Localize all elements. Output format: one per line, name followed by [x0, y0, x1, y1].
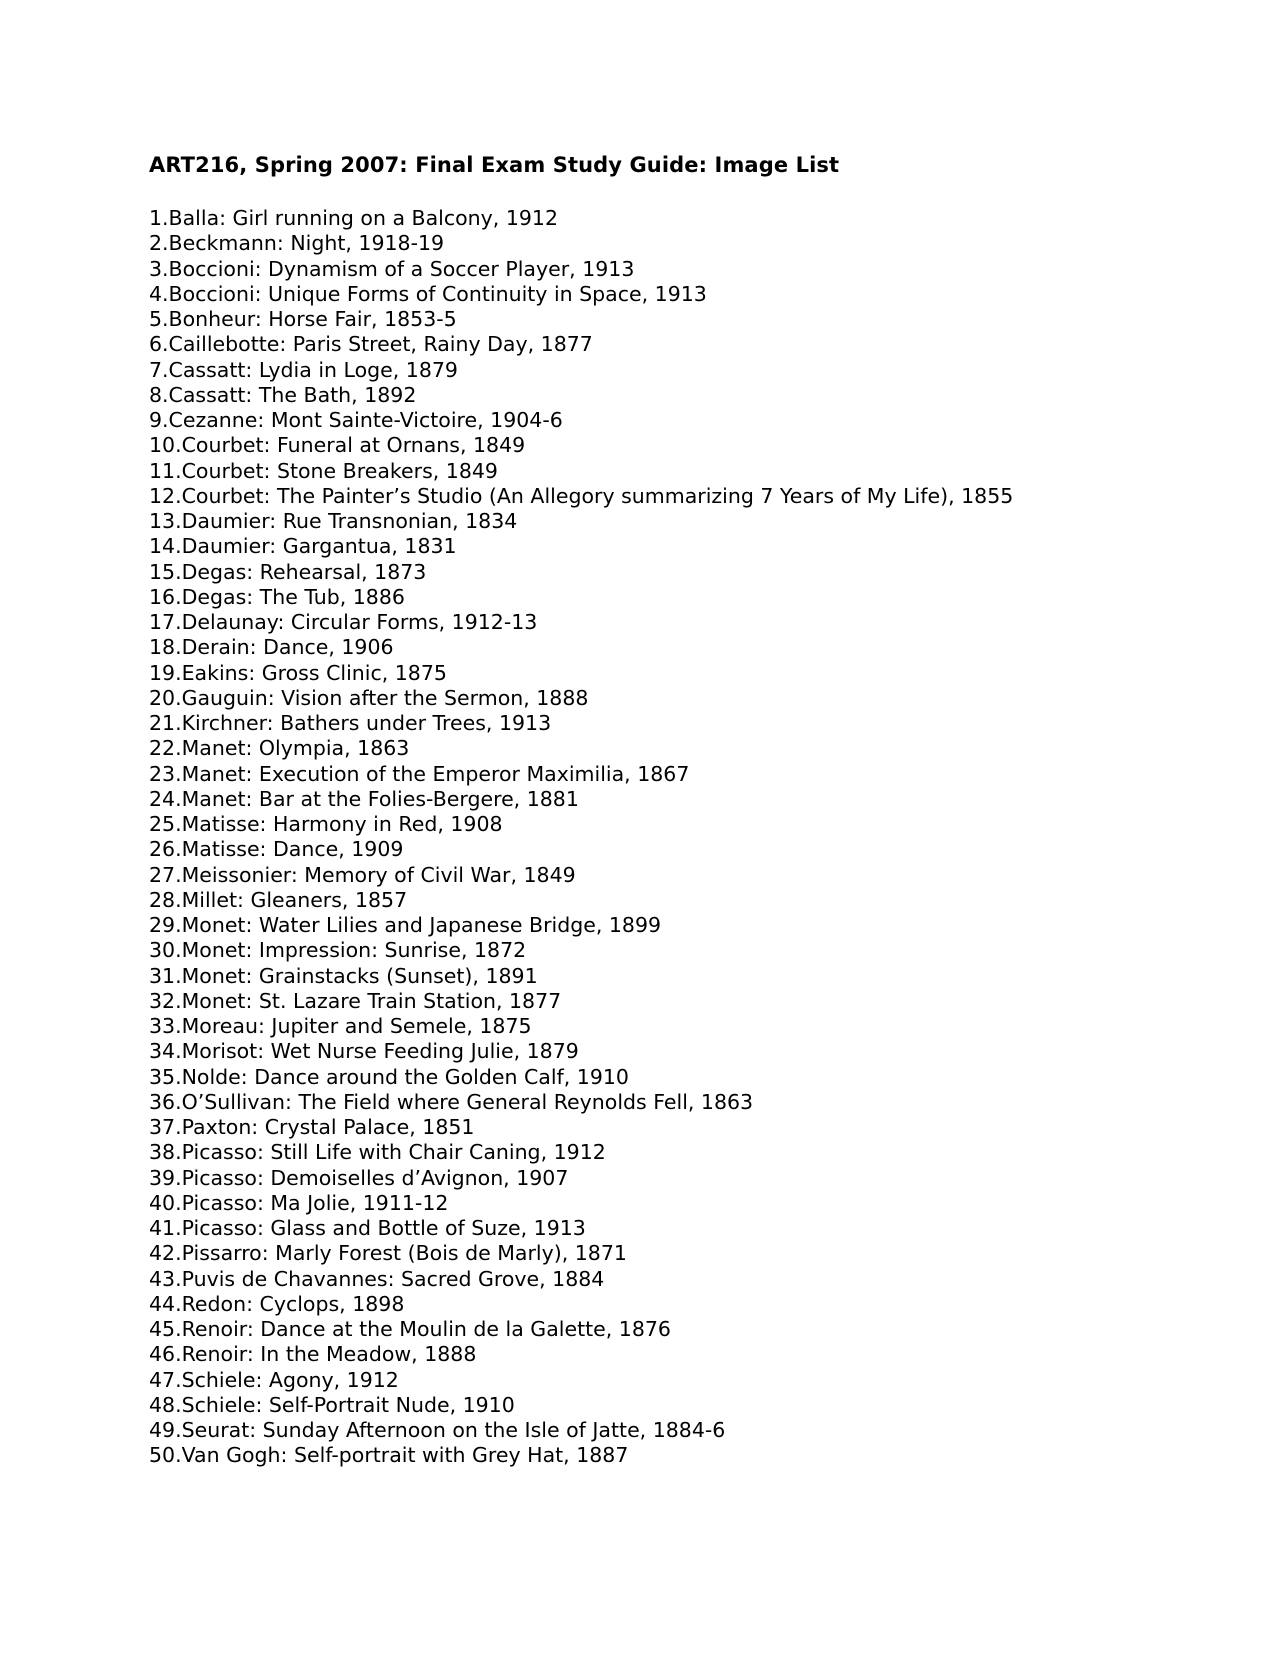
list-item: 5.Bonheur: Horse Fair, 1853-5 — [149, 307, 457, 331]
list-item: 16.Degas: The Tub, 1886 — [149, 584, 405, 609]
list-item: 49.Seurat: Sunday Afternoon on the Isle of Jatte, 1884-6 — [149, 1418, 726, 1442]
list-item: 41.Picasso: Glass and Bottle of Suze, 1913 — [149, 1216, 586, 1240]
list-item: 14.Daumier: Gargantua, 1831 — [149, 534, 457, 559]
list-item: 8.Cassatt: The Bath, 1892 — [149, 382, 417, 407]
list-item: 42.Pissarro: Marly Forest (Bois de Marly), 1871 — [149, 1241, 627, 1266]
list-item: 35.Nolde: Dance around the Golden Calf, 1910 — [149, 1064, 629, 1089]
image-list — [149, 206, 1013, 1469]
list-item: 44.Redon: Cyclops, 1898 — [149, 1291, 405, 1316]
list-item: 40.Picasso: Ma Jolie, 1911-12 — [149, 1190, 449, 1215]
list-item: 47.Schiele: Agony, 1912 — [149, 1367, 399, 1392]
list-item: 25.Matisse: Harmony in Red, 1908 — [149, 812, 503, 836]
list-item: 6.Caillebotte: Paris Street, Rainy Day, 1877 — [149, 332, 593, 357]
list-item: 17.Delaunay: Circular Forms, 1912-13 — [149, 610, 538, 634]
list-item: 7.Cassatt: Lydia in Loge, 1879 — [149, 357, 458, 382]
list-item: 20.Gauguin: Vision after the Sermon, 1888 — [149, 685, 589, 710]
list-item: 19.Eakins: Gross Clinic, 1875 — [149, 660, 447, 685]
list-item: 3.Boccioni: Dynamism of a Soccer Player, 1913 — [149, 256, 635, 281]
list-item: 27.Meissonier: Memory of Civil War, 1849 — [149, 862, 576, 887]
list-item: 46.Renoir: In the Meadow, 1888 — [149, 1342, 477, 1367]
list-item: 2.Beckmann: Night, 1918-19 — [149, 231, 445, 256]
list-item: 34.Morisot: Wet Nurse Feeding Julie, 1879 — [149, 1039, 579, 1064]
list-item: 15.Degas: Rehearsal, 1873 — [149, 559, 427, 584]
list-item: 9.Cezanne: Mont Sainte-Victoire, 1904-6 — [149, 408, 563, 432]
list-item: 30.Monet: Impression: Sunrise, 1872 — [149, 938, 527, 963]
list-item: 31.Monet: Grainstacks (Sunset), 1891 — [149, 963, 538, 988]
list-item: 43.Puvis de Chavannes: Sacred Grove, 1884 — [149, 1266, 605, 1291]
list-item: 45.Renoir: Dance at the Moulin de la Galette, 1876 — [149, 1317, 671, 1341]
list-item: 28.Millet: Gleaners, 1857 — [149, 887, 408, 912]
list-item: 4.Boccioni: Unique Forms of Continuity in Space, 1913 — [149, 281, 707, 306]
list-item: 21.Kirchner: Bathers under Trees, 1913 — [149, 711, 552, 735]
list-item: 39.Picasso: Demoiselles d’Avignon, 1907 — [149, 1165, 569, 1190]
list-item: 1.Balla: Girl running on a Balcony, 1912 — [149, 206, 558, 230]
list-item: 12.Courbet: The Painter’s Studio (An Allegory summarizing 7 Years of My Life), 1855 — [149, 483, 1014, 508]
list-item: 10.Courbet: Funeral at Ornans, 1849 — [149, 433, 526, 458]
list-item: 18.Derain: Dance, 1906 — [149, 635, 394, 660]
list-item: 36.O’Sullivan: The Field where General Reynolds Fell, 1863 — [149, 1089, 754, 1114]
list-item: 13.Daumier: Rue Transnonian, 1834 — [149, 509, 518, 533]
list-item: 11.Courbet: Stone Breakers, 1849 — [149, 458, 498, 483]
list-item: 23.Manet: Execution of the Emperor Maximilia, 1867 — [149, 761, 690, 786]
page-title: ART216, Spring 2007: Final Exam Study Guide: Image List — [149, 153, 840, 177]
list-item: 37.Paxton: Crystal Palace, 1851 — [149, 1115, 475, 1139]
list-item: 33.Moreau: Jupiter and Semele, 1875 — [149, 1014, 532, 1038]
list-item: 24.Manet: Bar at the Folies-Bergere, 1881 — [149, 786, 579, 811]
list-item: 22.Manet: Olympia, 1863 — [149, 736, 410, 761]
list-item: 48.Schiele: Self-Portrait Nude, 1910 — [149, 1392, 515, 1417]
list-item: 26.Matisse: Dance, 1909 — [149, 837, 404, 862]
list-item: 38.Picasso: Still Life with Chair Caning, 1912 — [149, 1140, 606, 1165]
list-item: 29.Monet: Water Lilies and Japanese Bridge, 1899 — [149, 913, 662, 937]
list-item: 32.Monet: St. Lazare Train Station, 1877 — [149, 988, 562, 1013]
list-item: 50.Van Gogh: Self-portrait with Grey Hat, 1887 — [149, 1443, 629, 1468]
